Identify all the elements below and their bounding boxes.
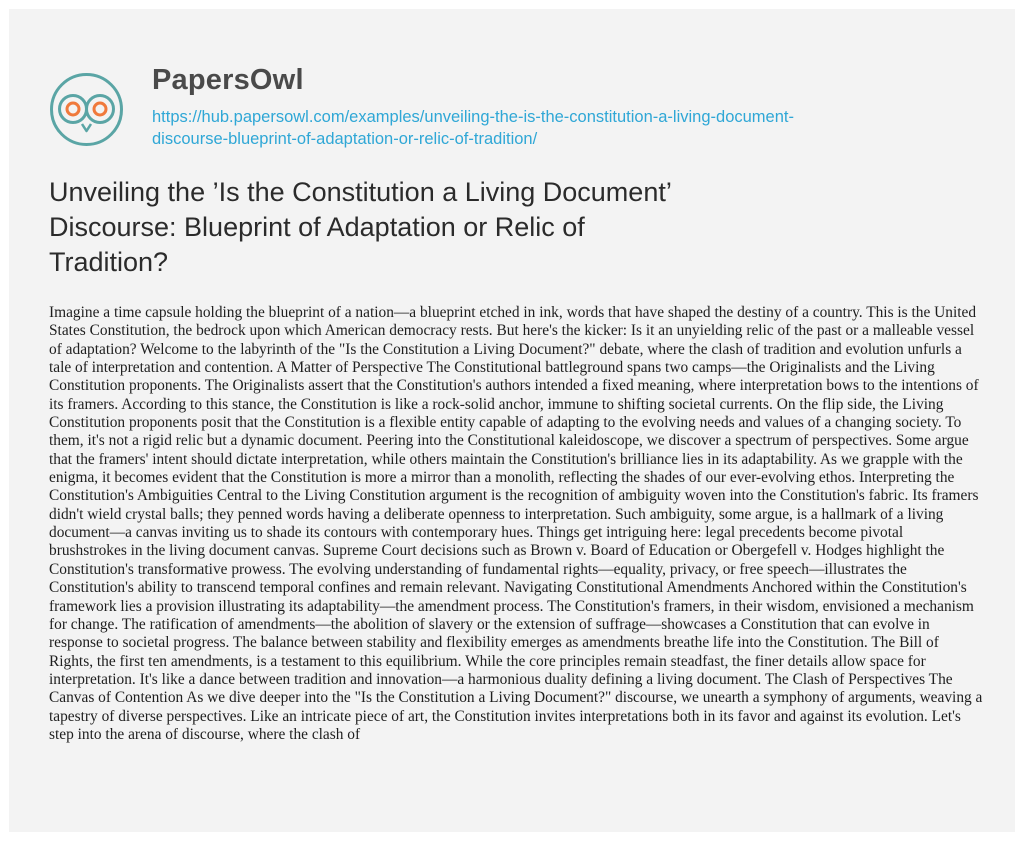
owl-logo-icon	[49, 72, 124, 147]
url-line-1: https://hub.papersowl.com/examples/unveiling-the-is-the-constitution-a-living-document-	[152, 108, 794, 126]
source-url-link[interactable]	[152, 106, 912, 150]
document-body: Imagine a time capsule holding the blueprint of a nation—a blueprint etched in ink, words that have shaped the destiny of a country. This is the United States Constitution, the bedrock upon which American democracy rests. But here's the kicker: Is it an unyielding relic of the past or a malleable vessel of adaptation? Welcome to the labyrinth of the "Is the Constitution a Living Document?" debate, where the clash of tradition and evolution unfurls a tale of interpretation and contention. A Matter of Perspective The Constitutional battleground spans two camps—the Originalists and the Living Constitution proponents. The Originalists assert that the Constitution's authors intended a fixed meaning, where interpretation bows to the intentions of its framers. According to this stance, the Constitution is like a rock-solid anchor, immune to shifting societal currents. On the flip side, the Living Constitution proponents posit that the Constitution is a flexible entity capable of adapting to the evolving needs and values of a changing society. To them, it's not a rigid relic but a dynamic document. Peering into the Constitutional kaleidoscope, we discover a spectrum of perspectives. Some argue that the framers' intent should dictate interpretation, while others maintain the Constitution's brilliance lies in its adaptability. As we grapple with the enigma, it becomes evident that the Constitution is more a mirror than a monolith, reflecting the shades of our ever-evolving ethos. Interpreting the Constitution's Ambiguities Central to the Living Constitution argument is the recognition of ambiguity woven into the Constitution's fabric. Its framers didn't wield crystal balls; they penned words having a deliberate openness to interpretation. Such ambiguity, some argue, is a hallmark of a living document—a canvas inviting us to shade its contours with contemporary hues. Things get intriguing here: legal precedents become pivotal brushstrokes in the living document canvas. Supreme Court decisions such as Brown v. Board of Education or Obergefell v. Hodges highlight the Constitution's transformative prowess. The evolving understanding of fundamental rights—equality, privacy, or free speech—illustrates the Constitution's ability to transcend temporal confines and remain relevant. Navigating Constitutional Amendments Anchored within the Constitution's framework lies a provision illustrating its adaptability—the amendment process. The Constitution's framers, in their wisdom, envisioned a mechanism for change. The ratification of amendments—the abolition of slavery or the extension of suffrage—showcases a Constitution that can evolve in response to societal progress. The balance between stability and flexibility emerges as amendments breathe life into the Constitution. The Bill of Rights, the first ten amendments, is a testament to this equilibrium. While the core principles remain steadfast, the finer details allow space for interpretation. It's like a dance between tradition and innovation—a harmonious duality defining a living document. The Clash of Perspectives The Canvas of Contention As we dive deeper into the "Is the Constitution a Living Document?" discourse, we unearth a symphony of arguments, weaving a tapestry of diverse perspectives. Like an intricate piece of art, the Constitution invites interpretations both in its favor and against its evolution. Let's step into the arena of discourse, where the clash of	[49, 304, 983, 743]
url-line-2: discourse-blueprint-of-adaptation-or-relic-of-tradition/	[152, 130, 538, 148]
page-header	[9, 9, 1015, 159]
document-title: Unveiling the ’Is the Constitution a Living Document’ Discourse: Blueprint of Adaptation or Relic of Tradition?	[49, 177, 671, 277]
document-page	[9, 9, 1015, 832]
brand-name: PapersOwl	[152, 64, 304, 96]
